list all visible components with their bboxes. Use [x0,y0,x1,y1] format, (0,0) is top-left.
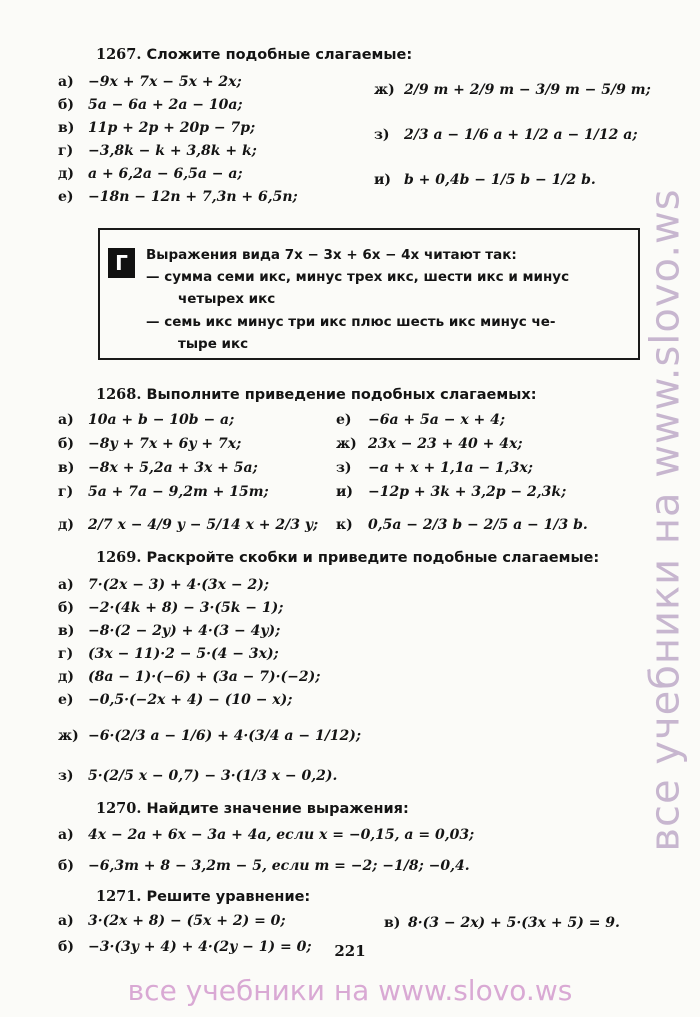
exercise-number: 1270. [96,800,142,817]
item-label: и) [374,172,392,188]
rule-line: четырех икс [178,291,276,307]
item-expression: −6,3m + 8 − 3,2m − 5, если m = −2; −1/8; −0,4. [88,858,470,874]
exercise-item [336,459,533,477]
item-expression: a + 6,2a − 6,5a − a; [88,166,243,182]
item-expression: −8y + 7x + 6y + 7x; [88,436,242,452]
item-label: а) [58,913,74,929]
exercise-item [58,938,312,956]
item-expression: 2/3 a − 1/6 a + 1/2 a − 1/12 a; [404,127,638,143]
item-expression: 3·(2x + 8) − (5x + 2) = 0; [88,913,286,929]
exercise-item [58,727,361,745]
exercise-item [58,857,470,875]
item-label: г) [58,484,74,500]
item-label: з) [336,460,352,476]
item-label: г) [58,143,74,159]
item-label: а) [58,577,74,593]
item-label: в) [58,120,75,136]
exercise-item [374,171,596,189]
item-expression: −a + x + 1,1a − 1,3x; [368,460,533,476]
item-label: з) [58,768,74,784]
exercise-item [58,516,318,534]
item-label: в) [58,460,75,476]
item-label: а) [58,827,74,843]
exercise-item [336,435,523,453]
item-label: е) [58,692,74,708]
item-expression: −6·(2/3 a − 1/6) + 4·(3/4 a − 1/12); [88,728,362,744]
item-label: ж) [336,436,357,452]
item-label: в) [384,915,401,931]
exercise-item [336,411,505,429]
exercise-1271-title [96,888,310,906]
exercise-item [336,516,588,534]
rule-line: — сумма семи икс, минус трех икс, шести икс и минус [146,269,570,285]
exercise-item [58,188,298,206]
exercise-1267-title [96,46,412,64]
exercise-item [58,411,234,429]
item-expression: −18n − 12n + 7,3n + 6,5n; [88,189,298,205]
item-expression: 4x − 2a + 6x − 3a + 4a, если x = −0,15, a = 0,03; [88,827,475,843]
exercise-1270-title [96,800,409,818]
rule-line: Выражения вида 7x − 3x + 6x − 4x читают так: [146,247,517,263]
item-expression: −0,5·(−2x + 4) − (10 − x); [88,692,293,708]
exercise-item [58,96,243,114]
exercise-number: 1269. [96,549,142,566]
item-label: б) [58,600,74,616]
exercise-item [58,73,242,91]
exercise-item [58,826,474,844]
item-expression: 5a − 6a + 2a − 10a; [88,97,243,113]
item-expression: 11p + 2p + 20p − 7p; [88,120,256,136]
exercise-item [58,767,337,785]
item-label: г) [58,646,74,662]
exercise-1269-title [96,549,599,567]
exercise-number: 1271. [96,888,142,905]
item-label: б) [58,939,74,955]
exercise-heading: Найдите значение выражения: [146,801,409,817]
exercise-1268-title [96,386,537,404]
rule-line: тыре икс [178,336,249,352]
exercise-item [58,599,283,617]
exercise-item [58,912,286,930]
item-expression: −3,8k − k + 3,8k + k; [88,143,257,159]
page-number: 221 [334,942,366,960]
exercise-item [384,914,620,932]
item-expression: −8·(2 − 2y) + 4·(3 − 4y); [88,623,281,639]
exercise-item [58,483,269,501]
item-expression: 2/9 m + 2/9 m − 3/9 m − 5/9 m; [404,82,651,98]
exercise-item [58,576,269,594]
item-label: д) [58,669,74,685]
item-expression: 23x − 23 + 40 + 4x; [368,436,523,452]
item-expression: (8a − 1)·(−6) + (3a − 7)·(−2); [88,669,321,685]
item-expression: 5·(2/5 x − 0,7) − 3·(1/3 x − 0,2). [88,768,338,784]
exercise-heading: Выполните приведение подобных слагаемых: [146,387,537,403]
exercise-heading: Раскройте скобки и приведите подобные слагаемые: [146,550,600,566]
exercise-item [374,81,651,99]
exercise-item [58,119,255,137]
item-label: б) [58,97,74,113]
exercise-item [58,435,241,453]
item-expression: b + 0,4b − 1/5 b − 1/2 b. [404,172,596,188]
exercise-item [336,483,566,501]
watermark-side [640,150,692,890]
item-label: д) [58,166,74,182]
item-label: е) [336,412,352,428]
item-expression: 8·(3 − 2x) + 5·(3x + 5) = 9. [408,915,620,931]
exercise-item [374,126,638,144]
item-expression: 7·(2x − 3) + 4·(3x − 2); [88,577,269,593]
item-label: д) [58,517,74,533]
item-label: е) [58,189,74,205]
item-expression: −2·(4k + 8) − 3·(5k − 1); [88,600,284,616]
rule-line: — семь икс минус три икс плюс шесть икс минус че- [146,314,556,330]
item-label: ж) [58,728,79,744]
exercise-item [58,622,280,640]
item-expression: 10a + b − 10b − a; [88,412,235,428]
exercise-number: 1267. [96,46,142,63]
item-expression: −12p + 3k + 3,2p − 2,3k; [368,484,567,500]
exercise-number: 1268. [96,386,142,403]
rule-letter-icon: Г [108,248,135,278]
item-label: а) [58,412,74,428]
item-expression: −6a + 5a − x + 4; [368,412,506,428]
item-expression: (3x − 11)·2 − 5·(4 − 3x); [88,646,279,662]
exercise-item [58,459,258,477]
exercise-heading: Сложите подобные слагаемые: [146,47,413,63]
watermark-bottom: все учебники на www.slovo.ws [127,974,573,1007]
exercise-item [58,645,279,663]
item-expression: −9x + 7x − 5x + 2x; [88,74,242,90]
item-expression: 5a + 7a − 9,2m + 15m; [88,484,269,500]
exercise-heading: Решите уравнение: [146,889,311,905]
watermark-side-text: все учебники на www.slovo.ws [643,188,690,852]
item-label: а) [58,74,74,90]
exercise-item [58,142,257,160]
exercise-item [58,691,292,709]
item-expression: −3·(3y + 4) + 4·(2y − 1) = 0; [88,939,312,955]
item-label: в) [58,623,75,639]
exercise-item [58,165,243,183]
item-expression: 2/7 x − 4/9 y − 5/14 x + 2/3 y; [88,517,319,533]
item-expression: −8x + 5,2a + 3x + 5a; [88,460,258,476]
exercise-item [58,668,320,686]
item-expression: 0,5a − 2/3 b − 2/5 a − 1/3 b. [368,517,588,533]
item-label: ж) [374,82,395,98]
item-label: и) [336,484,354,500]
item-label: з) [374,127,390,143]
item-label: б) [58,858,74,874]
item-label: к) [336,517,353,533]
item-label: б) [58,436,74,452]
